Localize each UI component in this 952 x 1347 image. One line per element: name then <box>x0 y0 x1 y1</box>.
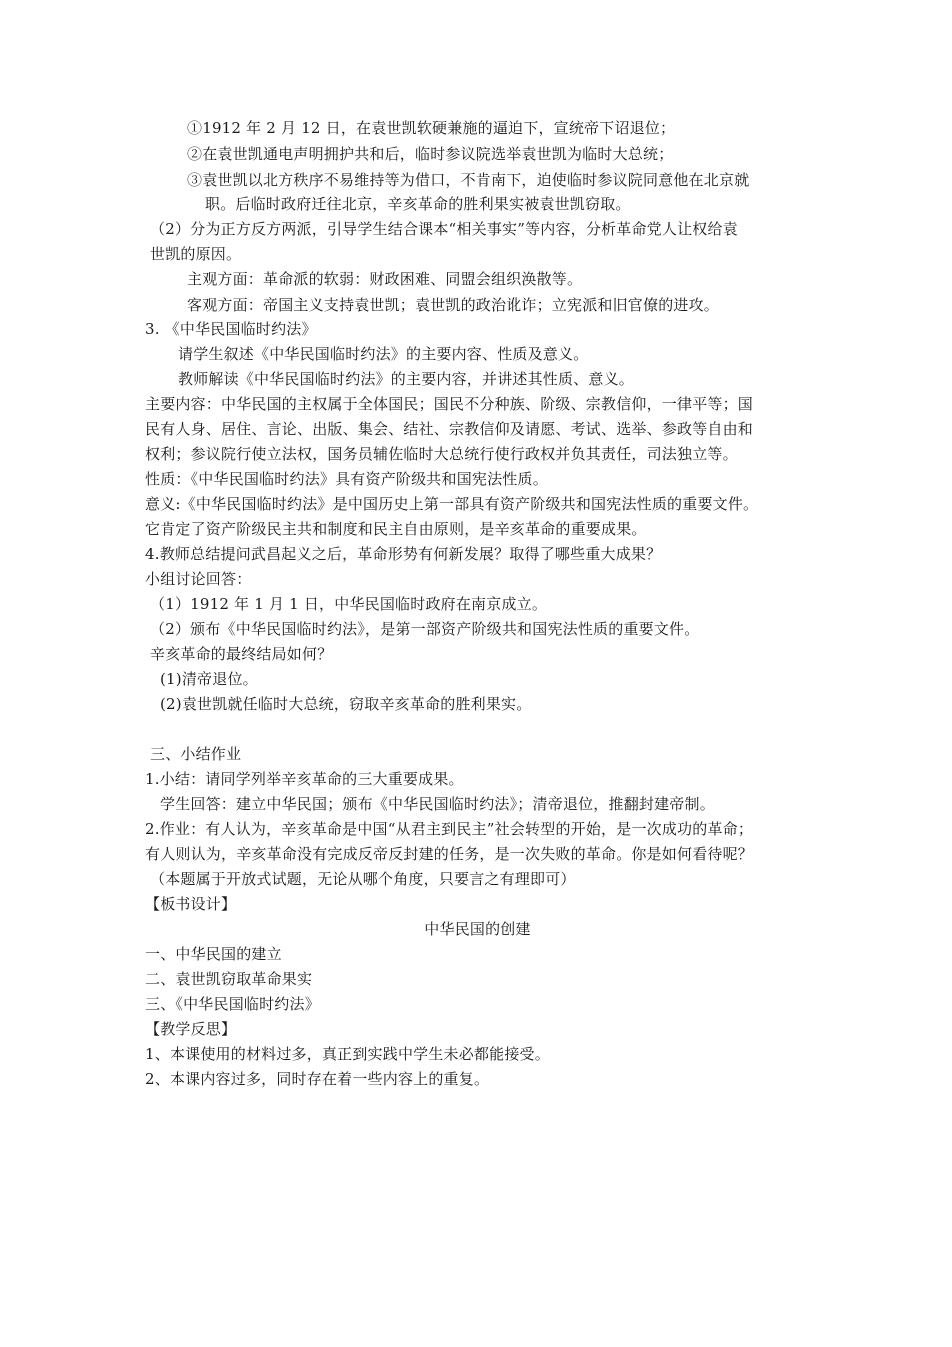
text-line: ②在袁世凯通电声明拥护共和后，临时参议院选举袁世凯为临时大总统； <box>187 145 674 163</box>
list-item: 1、本课使用的材料过多，真正到实践中学生未必都能接受。 <box>145 1045 550 1063</box>
text-line: （本题属于开放式试题，无论从哪个角度，只要言之有理即可） <box>150 870 576 888</box>
list-item: 一、中华民国的建立 <box>145 945 282 963</box>
section-heading: 3. 《中华民国临时约法》 <box>145 320 317 338</box>
text-line: 权利；参议院行使立法权，国务员辅佐临时大总统行使行政权并负其责任，司法独立等。 <box>145 445 738 463</box>
text-line: 性质：《中华民国临时约法》具有资产阶级共和国宪法性质。 <box>145 470 548 488</box>
text-line: ①1912 年 2 月 12 日，在袁世凯软硬兼施的逼迫下，宣统帝下诏退位； <box>187 119 676 137</box>
text-line: 民有人身、居住、言论、出版、集会、结社、宗教信仰及请愿、考试、选举、参政等自由和 <box>145 420 754 438</box>
text-line: （1）1912 年 1 月 1 日，中华民国临时政府在南京成立。 <box>150 595 548 613</box>
text-line: 4.教师总结提问武昌起义之后，革命形势有何新发展？取得了哪些重大成果？ <box>145 545 662 563</box>
text-line: 它肯定了资产阶级民主共和制度和民主自由原则，是辛亥革命的重要成果。 <box>145 520 647 538</box>
text-line: 小组讨论回答： <box>145 570 252 588</box>
text-line: 世凯的原因。 <box>150 245 242 263</box>
board-title: 中华民国的创建 <box>424 920 531 938</box>
section-heading: 【板书设计】 <box>145 895 237 913</box>
text-line: (1)清帝退位。 <box>160 670 258 688</box>
text-line: (2)袁世凯就任临时大总统，窃取辛亥革命的胜利果实。 <box>160 695 532 713</box>
list-item: 三、《中华民国临时约法》 <box>145 995 320 1013</box>
text-line: 主观方面：革命派的软弱：财政困难、同盟会组织涣散等。 <box>187 270 583 288</box>
text-line: 教师解读《中华民国临时约法》的主要内容，并讲述其性质、意义。 <box>178 370 635 388</box>
text-line: 1.小结：请同学列举辛亥革命的三大重要成果。 <box>145 770 464 788</box>
text-line: 学生回答：建立中华民国；颁布《中华民国临时约法》；清帝退位，推翻封建帝制。 <box>160 795 715 813</box>
text-line: 请学生叙述《中华民国临时约法》的主要内容、性质及意义。 <box>178 345 589 363</box>
text-line: 主要内容：中华民国的主权属于全体国民；国民不分种族、阶级、宗教信仰，一律平等；国 <box>145 395 754 413</box>
text-line: 辛亥革命的最终结局如何？ <box>150 645 333 663</box>
text-line: 意义:《中华民国临时约法》是中国历史上第一部具有资产阶级共和国宪法性质的重要文件。 <box>145 495 759 513</box>
text-line: （2）分为正方反方两派，引导学生结合课本“相关事实”等内容，分析革命党人让权给袁 <box>150 220 738 238</box>
text-line: 有人则认为，辛亥革命没有完成反帝反封建的任务，是一次失败的革命。你是如何看待呢？ <box>145 845 754 863</box>
text-line: 职。后临时政府迁往北京，辛亥革命的胜利果实被袁世凯窃取。 <box>205 195 631 213</box>
text-line: ③袁世凯以北方秩序不易维持等为借口，不肯南下，迫使临时参议院同意他在北京就 <box>187 171 750 189</box>
list-item: 2、本课内容过多，同时存在着一些内容上的重复。 <box>145 1070 490 1088</box>
text-line: 2.作业：有人认为，辛亥革命是中国“从君主到民主”社会转型的开始，是一次成功的革命； <box>145 820 754 838</box>
list-item: 二、袁世凯窃取革命果实 <box>145 970 313 988</box>
text-line: （2）颁布《中华民国临时约法》，是第一部资产阶级共和国宪法性质的重要文件。 <box>150 620 700 638</box>
text-line: 客观方面：帝国主义支持袁世凯；袁世凯的政治讹诈；立宪派和旧官僚的进攻。 <box>187 296 720 314</box>
section-heading: 三、小结作业 <box>150 745 242 763</box>
section-heading: 【教学反思】 <box>145 1020 237 1038</box>
